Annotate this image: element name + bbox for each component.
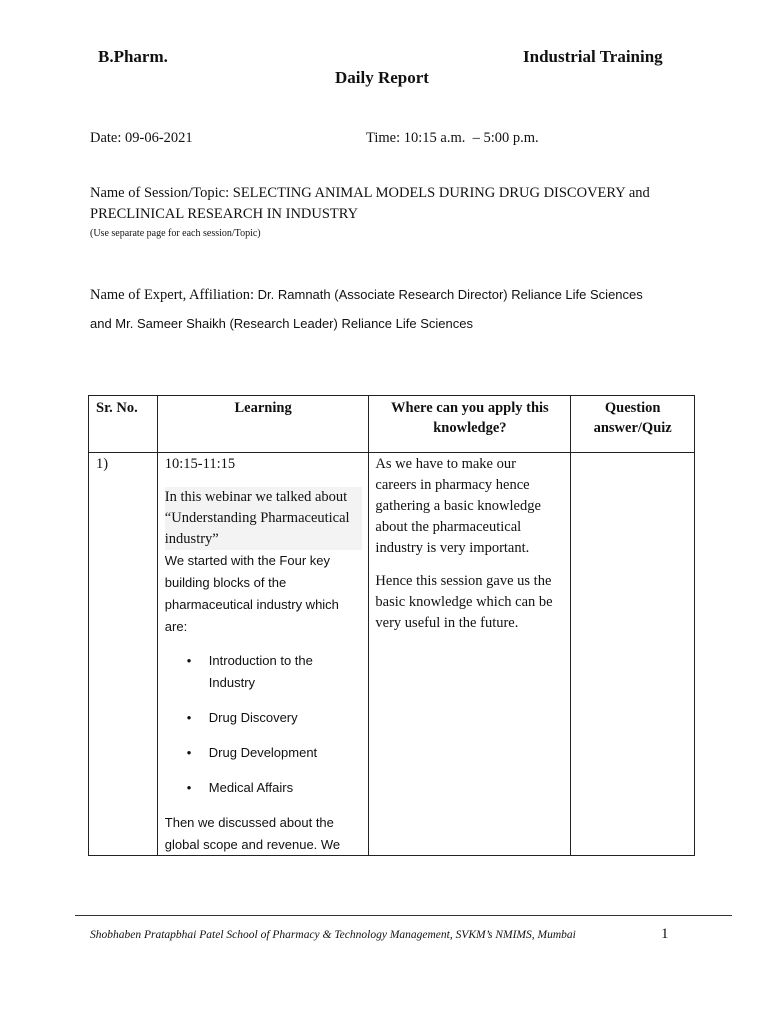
intro-text [165, 550, 363, 638]
expert-line-1 [90, 287, 643, 304]
topic-line-1 [90, 185, 650, 202]
then-line-1: Then we discussed about the [164, 815, 334, 830]
apply-p1-line-5: industry is very important. [375, 540, 530, 556]
expert-line-2: and Mr. Sameer Shaikh (Research Leader) Reliance Life Sciences [90, 316, 473, 331]
header-quiz-line-1: Question [604, 400, 661, 416]
training-label: Industrial Training [523, 47, 663, 66]
date-field: Date: 09-06-2021 [90, 130, 193, 146]
apply-p2-line-3: very useful in the future. [375, 615, 519, 631]
header-apply-line-2: knowledge? [433, 420, 507, 436]
report-table [88, 395, 695, 856]
webinar-line-1: In this webinar we talked about [164, 489, 348, 505]
header-sr-no: Sr. No. [89, 396, 158, 453]
list-item-line-1: Drug Development [208, 745, 318, 760]
intro-line-4: are: [164, 619, 188, 634]
then-text [165, 812, 363, 855]
row-number: 1) [96, 456, 109, 472]
program-label: B.Pharm. [98, 47, 168, 66]
footer-divider [75, 915, 732, 916]
table-row [89, 453, 695, 856]
topic-value: SELECTING ANIMAL MODELS DURING DRUG DISCOVERY and [232, 185, 650, 201]
cell-apply [369, 453, 571, 856]
time-field: Time: 10:15 a.m. – 5:00 p.m. [366, 130, 539, 146]
apply-p2-line-2: basic knowledge which can be [375, 594, 553, 610]
list-item [165, 650, 363, 694]
header-quiz [571, 396, 695, 453]
apply-p1-line-2: careers in pharmacy hence [375, 477, 530, 493]
list-item-line-2: Industry [208, 675, 256, 690]
bullet-icon: • [186, 780, 192, 795]
list-item-line-1: Drug Discovery [208, 710, 298, 725]
expert-value: Dr. Ramnath (Associate Research Director) Reliance Life Sciences [257, 287, 643, 302]
expert-label: Name of Expert, Affiliation: [90, 287, 255, 303]
apply-paragraph-2 [375, 571, 564, 634]
topic-line-2: PRECLINICAL RESEARCH IN INDUSTRY [90, 206, 359, 222]
header-apply-line-1: Where can you apply this [391, 400, 549, 416]
webinar-line-2: “Understanding Pharmaceutical [164, 510, 350, 526]
page-title: Daily Report [335, 68, 429, 87]
session-time: 10:15-11:15 [164, 456, 236, 472]
list-item-line-1: Medical Affairs [208, 780, 294, 795]
apply-p2-line-1: Hence this session gave us the [375, 573, 552, 589]
topic-label: Name of Session/Topic: [90, 185, 230, 201]
header-apply [369, 396, 571, 453]
page-number: 1 [661, 926, 669, 942]
list-item [165, 777, 363, 799]
bullet-icon: • [186, 653, 192, 668]
quiz-content [571, 453, 694, 855]
list-item [165, 742, 363, 764]
cell-learning [157, 453, 369, 856]
apply-p1-line-4: about the pharmaceutical [375, 519, 522, 535]
topic-note: (Use separate page for each session/Topic) [90, 228, 261, 239]
cell-sr-no [89, 453, 158, 856]
intro-line-3: pharmaceutical industry which [164, 597, 339, 612]
webinar-line-3: industry” [164, 531, 219, 547]
list-item-line-1: Introduction to the [208, 653, 313, 668]
footer-institution: Shobhaben Pratapbhai Patel School of Pharmacy & Technology Management, SVKM’s NMIMS, Mumbai [90, 929, 576, 941]
header-learning: Learning [157, 396, 369, 453]
apply-p1-line-3: gathering a basic knowledge [375, 498, 541, 514]
table-header-row [89, 396, 695, 453]
apply-p1-line-1: As we have to make our [375, 456, 516, 472]
bullet-icon: • [186, 710, 192, 725]
list-item [165, 707, 363, 729]
bullet-icon: • [186, 745, 192, 760]
building-blocks-list [165, 650, 363, 799]
webinar-text [165, 487, 363, 550]
cell-quiz [571, 453, 695, 856]
intro-line-2: building blocks of the [164, 575, 287, 590]
header-quiz-line-2: answer/Quiz [593, 420, 672, 436]
intro-line-1: We started with the Four key [164, 553, 330, 568]
then-line-2: global scope and revenue. We [164, 837, 341, 852]
apply-paragraph-1 [375, 454, 564, 559]
